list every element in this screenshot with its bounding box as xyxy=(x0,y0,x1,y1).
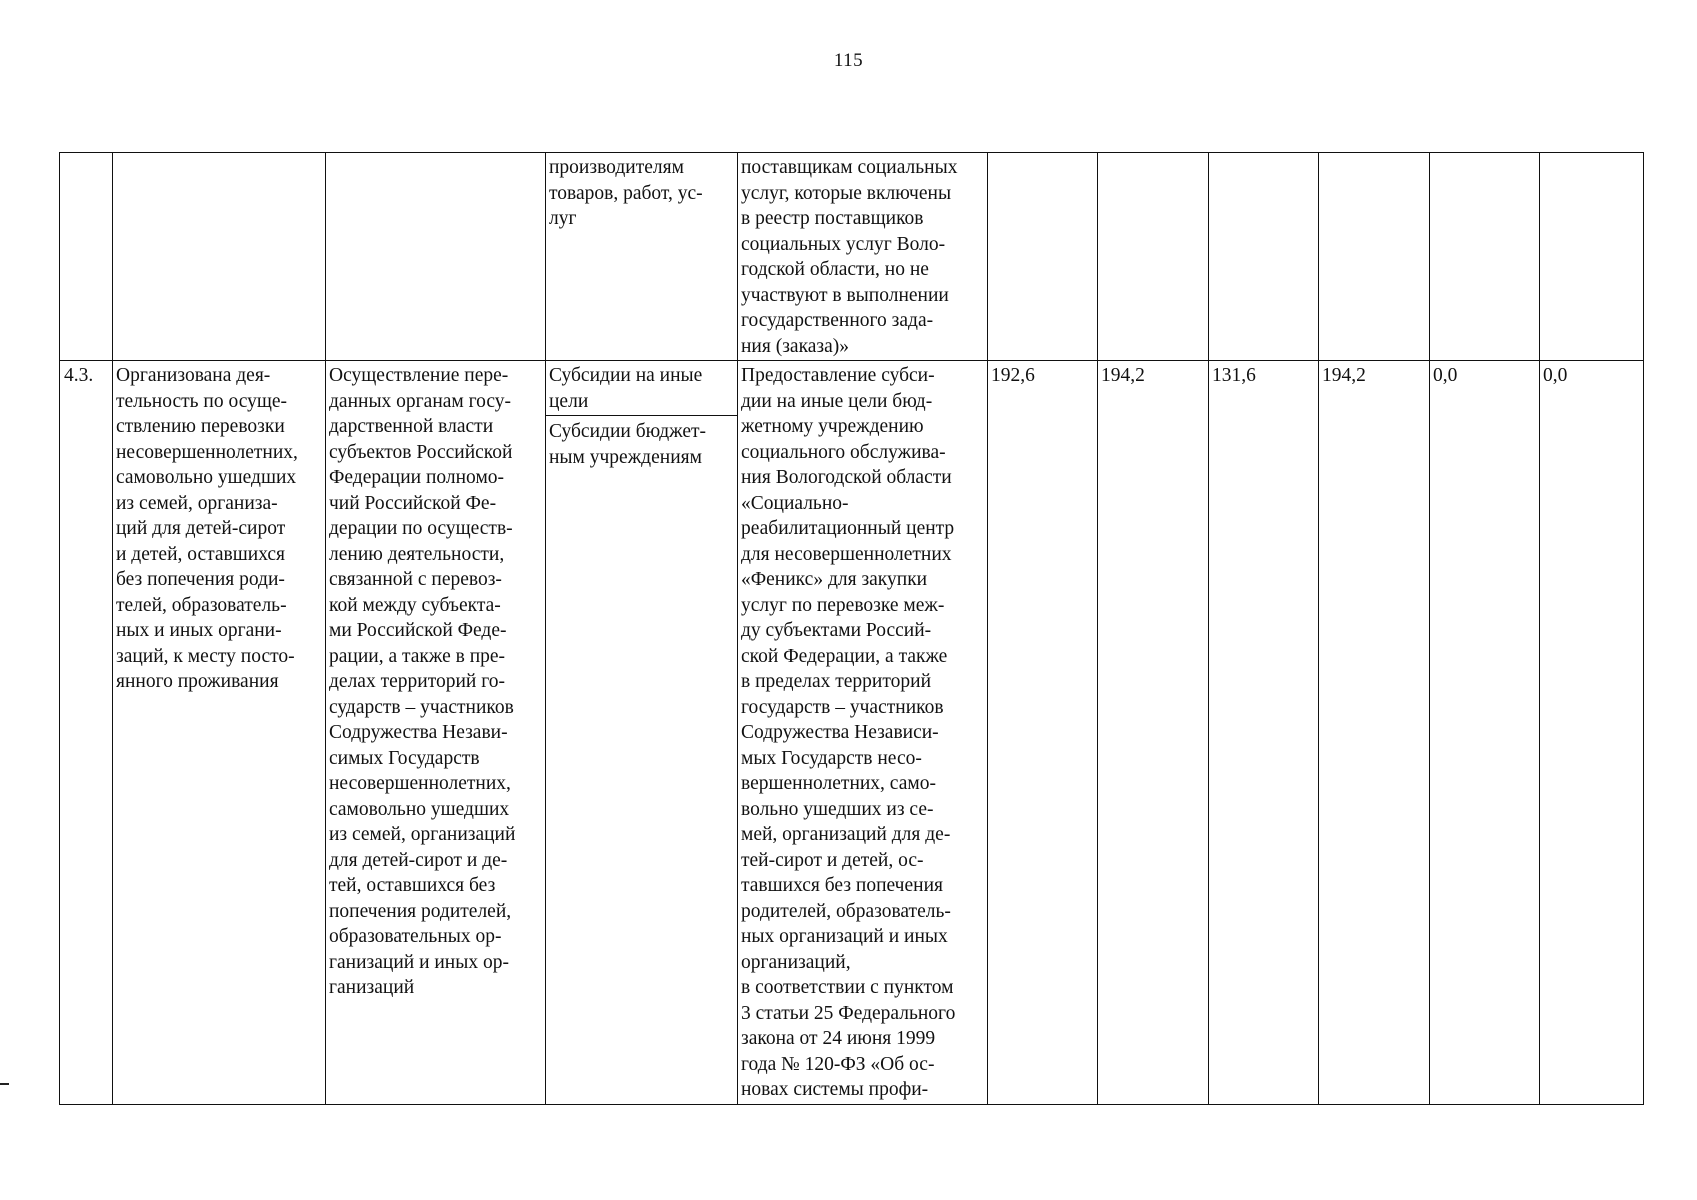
cell-description: поставщикам социальных услуг, которые включены в реестр поставщиков социальных услуг Воло- годской области, но не участвуют в выполнении государственного зада- ния (заказа)» xyxy=(738,153,988,361)
funding-source-budget-institutions: Субсидии бюджет- ным учреждениям xyxy=(549,421,706,468)
row-number: 4.3. xyxy=(60,361,113,1105)
cell-value xyxy=(1430,153,1540,361)
cell-value xyxy=(988,153,1098,361)
table-row-continuation xyxy=(60,153,1644,361)
cell-activity xyxy=(326,153,546,361)
cell-result: Организована дея- тельность по осуще- ствлению перевозки несовершеннолетних, самовольно ушедших из семей, организа- ций для детей-сирот и детей, оставшихся без попечения роди- телей, образователь- ных и иных органи- заций, к месту посто- янного проживания xyxy=(113,361,326,1105)
cell-value: 131,6 xyxy=(1209,361,1319,1105)
cell-description: Предоставление субси- дии на иные цели бюд- жетному учреждению социального обслужива- ния Вологодской области «Социально- реабилитационный центр для несовершеннолетних «Феникс» для закупки услуг по перевозке меж- ду субъектами Россий- ской Федерации, а также в пределах территорий государств – участников Содружества Независи- мых Государств несо- вершеннолетних, само- вольно ушедших из се- мей, организаций для де- тей-сирот и детей, ос- тавшихся без попечения родителей, образователь- ных организаций и иных организаций, в соответствии с пунктом 3 статьи 25 Федерального закона от 24 июня 1999 года № 120-ФЗ «Об ос- новах системы профи- xyxy=(738,361,988,1105)
cell-value: 192,6 xyxy=(988,361,1098,1105)
cell-funding-source: производителям товаров, работ, ус- луг xyxy=(546,153,738,361)
page-number: 115 xyxy=(833,50,864,71)
cell-value: 194,2 xyxy=(1319,361,1430,1105)
table-row-4-3 xyxy=(60,361,1644,1105)
cell-funding-source xyxy=(546,361,738,1105)
cell-value: 194,2 xyxy=(1098,361,1209,1105)
cell-value: 0,0 xyxy=(1540,361,1644,1105)
cell-activity: Осуществление пере- данных органам госу- дарственной власти субъектов Российской Федерации полномо- чий Российской Фе- дерации по осуществ- лению деятельности, связанной с перевоз- кой между субъекта- ми Российской Феде- рации, а также в пре- делах территорий го- сударств – участников Содружества Незави- симых Государств несовершеннолетних, самовольно ушедших из семей, организаций для детей-сирот и де- тей, оставшихся без попечения родителей, образовательных ор- ганизаций и иных ор- ганизаций xyxy=(326,361,546,1105)
cell-value xyxy=(1209,153,1319,361)
margin-mark xyxy=(0,1083,9,1085)
cell-value xyxy=(1098,153,1209,361)
cell-number xyxy=(60,153,113,361)
budget-table xyxy=(59,152,1644,1105)
cell-value xyxy=(1319,153,1430,361)
cell-result xyxy=(113,153,326,361)
funding-source-other-purposes: Субсидии на иные цели xyxy=(546,363,737,416)
cell-value: 0,0 xyxy=(1430,361,1540,1105)
cell-value xyxy=(1540,153,1644,361)
